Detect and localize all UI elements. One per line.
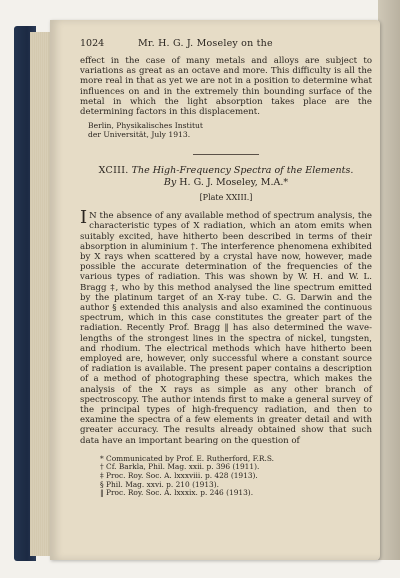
byline-by: By — [163, 177, 177, 189]
byline — [80, 177, 372, 189]
signature-line-2: der Universität, July 1913. — [88, 130, 191, 140]
running-title: Mr. H. G. J. Moseley on the — [138, 38, 273, 49]
footnote: ‖ Proc. Roy. Soc. A. lxxxix. p. 246 (1913). — [100, 488, 254, 498]
drop-cap: I — [80, 207, 88, 229]
previous-paragraph: effect in the case of many metals and alloys are subject to variations as great as an octave and more. This difficulty is all the more real in that as yet we are not in a position to determine what influences on and in the extremely thin bounding surface of the metal in which the light absorption takes place are the determining factors in this displacement. — [80, 56, 372, 118]
body-paragraph: N the absence of any available method of spectrum analysis, the characteristic types of X radiation, which an atom emits when suitably excited, have hitherto been described in terms of their absorption in aluminium †. The interference phenomena exhibited by X rays when scattered by a crystal have now, however, made possible the accurate determination of the frequencies of the various types of radiation. This was shown by W. H. and W. L. Bragg ‡, who by this method analysed the line spectrum emitted by the platinum target of an X-ray tube. C. G. Darwin and the author § extended this analysis and also examined the continuous spectrum, which in this case constitutes the greater part of the radiation. Recently Prof. Bragg ‖ has also determined the wave-lengths of the strongest lines in the spectra of nickel, tungsten, and rhodium. The electrical methods which have hitherto been employed are, however, only successful where a constant source of radiation is available. The present paper contains a description of a method of photographing these spectra, which makes the analysis of the X rays as simple as any other branch of spectroscopy. The author intends first to make a general survey of the principal types of high-frequency radiation, and then to examine the spectra of a few elements in greater detail and with greater accuracy. The results already obtained show that such data have an important bearing on the question of — [80, 211, 372, 446]
signature-line-1: Berlin, Physikalisches Institut — [88, 121, 203, 131]
footnote: ‡ Proc. Roy. Soc. A. lxxxviii. p. 428 (1913). — [100, 471, 258, 481]
book-page — [50, 20, 380, 560]
running-head — [80, 38, 372, 52]
footnote: † Cf. Barkla, Phil. Mag. xxii. p. 396 (1911). — [100, 462, 260, 472]
footnote: * Communicated by Prof. E. Rutherford, F.R.S. — [100, 453, 274, 463]
article-number: XCIII. — [98, 165, 129, 177]
adjacent-book — [378, 0, 400, 560]
plate-reference: [Plate XXIII.] — [199, 193, 253, 203]
article-body — [80, 207, 372, 446]
author-name: H. G. J. Moseley, M.A.* — [179, 177, 289, 189]
signature — [88, 121, 372, 139]
footnote: § Phil. Mag. xxvi. p. 210 (1913). — [100, 479, 219, 489]
text-block — [80, 38, 372, 498]
section-rule — [193, 154, 259, 155]
article-title-text: The High-Frequency Spectra of the Elements. — [131, 165, 354, 177]
article-title — [80, 165, 372, 177]
footnotes — [100, 455, 372, 498]
page-number: 1024 — [80, 38, 105, 49]
